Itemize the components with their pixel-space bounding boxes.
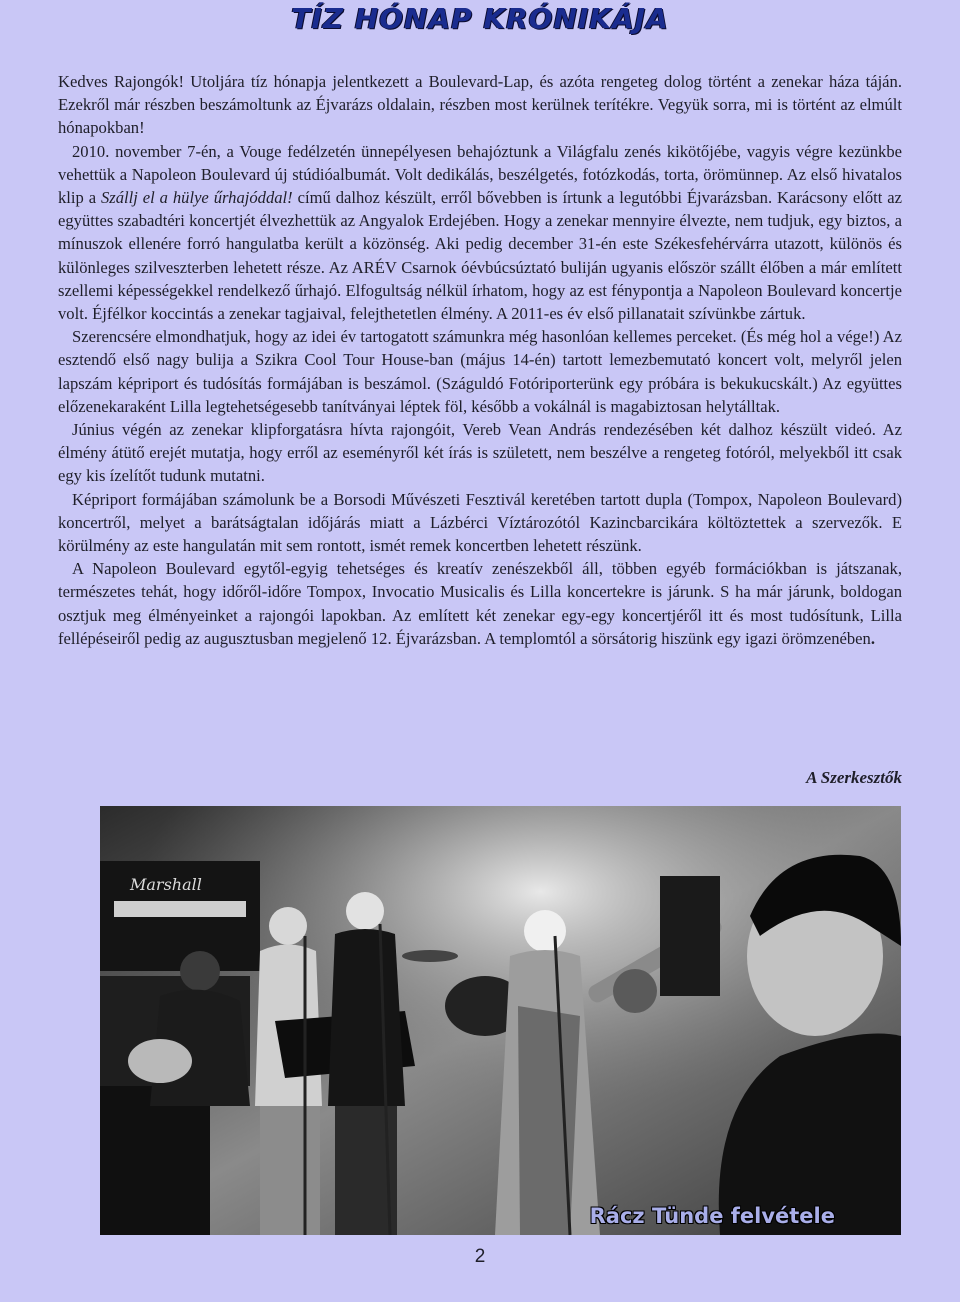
singer-blonde	[524, 910, 566, 952]
paragraph-festival: Képriport formájában számolunk be a Borsodi Művészeti Fesztivál keretében tartott dupla (Tompox, Napoleon Boulevard) koncertről, melyet a barátságtalan időjárás miatt a Lázbérci Víztározótól Kazincbarcikára költöztettek a szervezők. E körülmény az este hangulatán mit sem rontott, ismét remek koncertben lehetett részünk.	[58, 489, 902, 556]
paragraph-2010: 2010. november 7-én, a Vouge fedélzetén ünnepélyesen behajóztunk a Világfalu zenés kikötőjébe, vagyis végre kezünkbe vehettük a Napoleon Boulevard új stúdióalbumát. Volt dedikálás, beszélgetés, fotózkodás, torta, örömünnep. Az első hivatalos klip a Szállj el a hülye űrhajóddal! című dalhoz készült, erről bővebben is írtunk a legutóbbi Éjvarázsban. Karácsony előtt az együttes szabadtéri koncertjét élvezhettük az Angyalok Erdejében. Hogy a zenekar mennyire élvezte, nem tudjuk, egy biztos, a mínuszok ellenére forró hangulatba került a közönség. Aki pedig december 31-én este Székesfehérvárra utazott, különös és különleges szilveszterben lehetett része. Az ARÉV Csarnok óévbúcsúztató buliján ugyanis először szállt élőben a már említett szellemi képességekkel rendelkező űrhajó. Elfogultság nélkül írhatom, hogy az est fénypontja a Napoleon Boulevard koncertje volt. Éjfélkor koccintás a zenekar tagjaival, felejthetetlen élmény. A 2011-es év első pillanatait szívünkbe zártuk.	[58, 141, 903, 324]
paragraph-2011: Szerencsére elmondhatjuk, hogy az idei év tartogatott számunkra még hasonlóan kellemes perceket. (És még hol a vége!) Az esztendő első nagy bulija a Szikra Cool Tour House-ban (május 14-én) tartott lemezbemutató koncert volt, melyről jelen lapszám képriport és tudósítás formájában is beszámol. (Száguldó Fotóriporterünk egy próbára is bekukucskált.) Az együttes előzenekaraként Lilla legtehetségesebb tanítványai léptek föl, később a vokálnál is magabiztosan helytálltak.	[58, 327, 902, 416]
paragraph-greeting: Kedves Rajongók! Utoljára tíz hónapja jelentkezett a Boulevard-Lap, és azóta rengeteg dolog történt a zenekar háza táján. Ezekről már részben beszámoltunk az Éjvarázs oldalain, részben most kerülnek terítékre. Vegyük sorra, mi is történt az elmúlt hónapokban!	[58, 72, 902, 138]
amp-logo: Marshall	[130, 875, 202, 894]
photo-illustration	[100, 806, 901, 1235]
page-number: 2	[474, 1246, 486, 1267]
electric-guitar	[128, 1039, 192, 1083]
article-signature: A Szerkesztők	[806, 768, 902, 787]
article-body	[58, 70, 902, 650]
song-title: Szállj el a hülye űrhajóddal!	[101, 188, 293, 208]
paragraph-june: Június végén az zenekar klipforgatásra hívta rajongóit, Vereb Vean András rendezésében két dalhoz készült videó. Az élmény átütő erejét mutatja, hogy erről az eseményről két írás is született, nem beszélve a rengeteg fotóról, melyekből itt csak egy kis ízelítőt tudunk mutatni.	[58, 420, 902, 486]
guitarist	[180, 951, 220, 991]
photo-credit: Rácz Tünde felvétele	[589, 1204, 835, 1228]
band-rehearsal-photo	[100, 806, 901, 1235]
page-title: TÍZ HÓNAP KRÓNIKÁJA	[291, 2, 669, 35]
singer-middle	[346, 892, 384, 930]
paragraph-closing: A Napoleon Boulevard egytől-egyig tehetséges és kreatív zenészekből áll, többen egyéb formációkban is játszanak, természetes tehát, hogy időről-időre Tompox, Invocatio Musicalis és Lilla koncertekre is járunk. S ha már járunk, boldogan osztjuk meg élményeinket a rajongói lapokban. Az említett két zenekar egy-egy koncertjéről itt és most tudósítunk, Lilla fellépéseiről pedig az augusztusban megjelenő 12. Éjvarázsban. A templomtól a sörsátorig hiszünk egy igazi örömzenében.	[58, 559, 902, 648]
singer-left	[269, 907, 307, 945]
